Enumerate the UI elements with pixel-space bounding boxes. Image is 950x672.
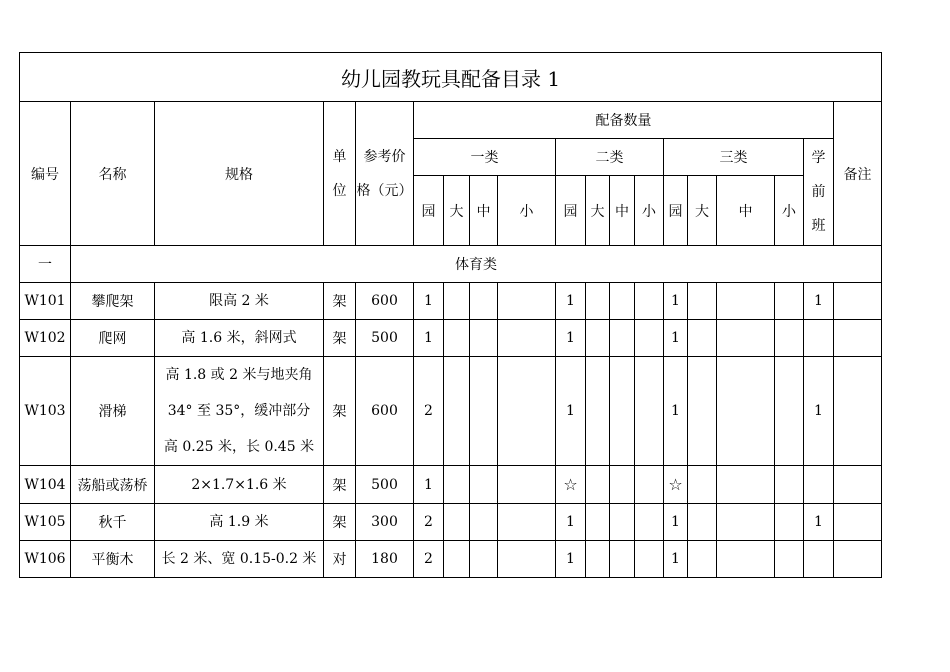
header-class3: 三类 <box>664 139 804 176</box>
quantity-cell <box>610 504 635 541</box>
item-name: 荡船或荡桥 <box>71 466 155 504</box>
quantity-cell <box>688 541 717 578</box>
preschool-cell <box>804 466 834 504</box>
item-spec-line: 高 1.8 或 2 米与地夹角 <box>165 367 313 383</box>
item-unit: 架 <box>324 357 356 466</box>
quantity-cell <box>586 504 610 541</box>
table-row <box>20 466 882 504</box>
quantity-cell <box>610 541 635 578</box>
item-spec <box>155 504 324 541</box>
sub-xiao: 小 <box>635 176 664 246</box>
quantity-cell <box>444 320 470 357</box>
quantity-cell: ☆ <box>664 466 688 504</box>
quantity-cell <box>717 357 775 466</box>
item-name: 爬网 <box>71 320 155 357</box>
header-price <box>356 102 414 246</box>
item-price: 300 <box>356 504 414 541</box>
quantity-cell <box>635 541 664 578</box>
header-quantity: 配备数量 <box>414 102 834 139</box>
equipment-catalog-table <box>19 52 882 578</box>
quantity-cell <box>688 357 717 466</box>
table-row <box>20 541 882 578</box>
item-price: 500 <box>356 466 414 504</box>
remarks-cell <box>834 357 882 466</box>
sub-da: 大 <box>688 176 717 246</box>
quantity-cell <box>775 504 804 541</box>
item-spec <box>155 466 324 504</box>
item-spec-line: 长 2 米、宽 0.15-0.2 米 <box>161 551 317 567</box>
quantity-cell: 1 <box>664 504 688 541</box>
quantity-cell <box>444 466 470 504</box>
header-spec: 规格 <box>155 102 324 246</box>
quantity-cell: 1 <box>414 320 444 357</box>
item-unit: 架 <box>324 504 356 541</box>
remarks-cell <box>834 504 882 541</box>
item-unit: 架 <box>324 466 356 504</box>
header-class1: 一类 <box>414 139 556 176</box>
preschool-cell: 1 <box>804 357 834 466</box>
quantity-cell: 1 <box>556 541 586 578</box>
quantity-cell <box>444 541 470 578</box>
sub-xiao: 小 <box>498 176 556 246</box>
quantity-cell <box>470 504 498 541</box>
section-number: 一 <box>20 246 71 283</box>
sub-da: 大 <box>586 176 610 246</box>
quantity-cell <box>775 357 804 466</box>
quantity-cell: 1 <box>414 283 444 320</box>
catalog-title: 幼儿园教玩具配备目录 1 <box>20 53 882 102</box>
quantity-cell: 1 <box>556 357 586 466</box>
item-spec-line: 高 0.25 米，长 0.45 米 <box>163 439 315 455</box>
quantity-cell <box>775 320 804 357</box>
quantity-cell <box>444 357 470 466</box>
quantity-cell: 1 <box>556 504 586 541</box>
header-preschool-line2: 前 <box>811 184 826 200</box>
quantity-cell <box>717 541 775 578</box>
sub-da: 大 <box>444 176 470 246</box>
quantity-cell: 1 <box>664 320 688 357</box>
item-price: 500 <box>356 320 414 357</box>
quantity-cell <box>586 283 610 320</box>
quantity-cell <box>775 541 804 578</box>
item-name: 秋千 <box>71 504 155 541</box>
quantity-cell <box>635 466 664 504</box>
quantity-cell: 2 <box>414 504 444 541</box>
item-name: 滑梯 <box>71 357 155 466</box>
item-spec-line: 高 1.6 米，斜网式 <box>181 330 297 346</box>
item-spec-line: 2×1.7×1.6 米 <box>191 476 287 493</box>
header-remarks: 备注 <box>834 102 882 246</box>
header-preschool-line3: 班 <box>811 218 826 234</box>
header-unit <box>324 102 356 246</box>
quantity-cell <box>444 283 470 320</box>
quantity-cell <box>717 320 775 357</box>
quantity-cell <box>470 541 498 578</box>
quantity-cell <box>717 283 775 320</box>
quantity-cell: 2 <box>414 541 444 578</box>
quantity-cell <box>586 357 610 466</box>
sub-zhong: 中 <box>610 176 635 246</box>
header-name: 名称 <box>71 102 155 246</box>
quantity-cell <box>688 504 717 541</box>
quantity-cell <box>498 320 556 357</box>
quantity-cell <box>498 466 556 504</box>
item-name: 平衡木 <box>71 541 155 578</box>
quantity-cell <box>498 283 556 320</box>
section-name: 体育类 <box>71 246 882 283</box>
quantity-cell: 2 <box>414 357 444 466</box>
sub-yuan: 园 <box>664 176 688 246</box>
quantity-cell <box>610 320 635 357</box>
header-price-line1: 参考价 <box>363 148 406 165</box>
table-row <box>20 504 882 541</box>
sub-yuan: 园 <box>414 176 444 246</box>
item-price: 600 <box>356 283 414 320</box>
quantity-cell <box>470 466 498 504</box>
item-spec-line: 高 1.9 米 <box>209 514 269 530</box>
quantity-cell <box>610 466 635 504</box>
item-number: W106 <box>20 541 71 578</box>
quantity-cell <box>470 283 498 320</box>
item-number: W104 <box>20 466 71 504</box>
quantity-cell: 1 <box>664 357 688 466</box>
header-preschool <box>804 139 834 246</box>
quantity-cell <box>635 320 664 357</box>
item-spec <box>155 283 324 320</box>
header-class2: 二类 <box>556 139 664 176</box>
sub-zhong: 中 <box>470 176 498 246</box>
table-row <box>20 283 882 320</box>
preschool-cell <box>804 320 834 357</box>
sub-xiao: 小 <box>775 176 804 246</box>
quantity-cell <box>775 466 804 504</box>
table-row <box>20 320 882 357</box>
quantity-cell <box>498 504 556 541</box>
header-preschool-line1: 学 <box>811 150 826 166</box>
sub-zhong: 中 <box>717 176 775 246</box>
quantity-cell: 1 <box>556 320 586 357</box>
item-number: W105 <box>20 504 71 541</box>
item-unit: 架 <box>324 283 356 320</box>
header-number: 编号 <box>20 102 71 246</box>
sub-yuan: 园 <box>556 176 586 246</box>
quantity-cell <box>688 320 717 357</box>
quantity-cell <box>586 541 610 578</box>
quantity-cell <box>470 357 498 466</box>
remarks-cell <box>834 541 882 578</box>
quantity-cell <box>610 357 635 466</box>
quantity-cell <box>775 283 804 320</box>
remarks-cell <box>834 320 882 357</box>
quantity-cell <box>586 320 610 357</box>
quantity-cell: 1 <box>414 466 444 504</box>
quantity-cell <box>444 504 470 541</box>
preschool-cell <box>804 541 834 578</box>
quantity-cell <box>688 466 717 504</box>
header-unit-line2: 位 <box>332 182 347 199</box>
item-unit: 对 <box>324 541 356 578</box>
quantity-cell <box>717 466 775 504</box>
preschool-cell: 1 <box>804 504 834 541</box>
item-name: 攀爬架 <box>71 283 155 320</box>
item-number: W102 <box>20 320 71 357</box>
quantity-cell <box>717 504 775 541</box>
item-spec <box>155 357 324 466</box>
item-spec-line: 34° 至 35°，缓冲部分 <box>167 403 311 419</box>
item-price: 180 <box>356 541 414 578</box>
quantity-cell <box>635 283 664 320</box>
quantity-cell <box>498 357 556 466</box>
item-price: 600 <box>356 357 414 466</box>
item-unit: 架 <box>324 320 356 357</box>
item-number: W101 <box>20 283 71 320</box>
remarks-cell <box>834 466 882 504</box>
quantity-cell: 1 <box>664 541 688 578</box>
item-spec <box>155 541 324 578</box>
quantity-cell <box>610 283 635 320</box>
quantity-cell <box>635 357 664 466</box>
table-row <box>20 357 882 466</box>
quantity-cell: ☆ <box>556 466 586 504</box>
quantity-cell: 1 <box>556 283 586 320</box>
remarks-cell <box>834 283 882 320</box>
item-spec-line: 限高 2 米 <box>209 293 269 309</box>
quantity-cell <box>498 541 556 578</box>
header-price-line2: 格（元） <box>356 182 413 199</box>
quantity-cell <box>688 283 717 320</box>
item-number: W103 <box>20 357 71 466</box>
quantity-cell <box>635 504 664 541</box>
item-spec <box>155 320 324 357</box>
quantity-cell <box>470 320 498 357</box>
quantity-cell <box>586 466 610 504</box>
preschool-cell: 1 <box>804 283 834 320</box>
header-unit-line1: 单 <box>332 148 347 165</box>
quantity-cell: 1 <box>664 283 688 320</box>
